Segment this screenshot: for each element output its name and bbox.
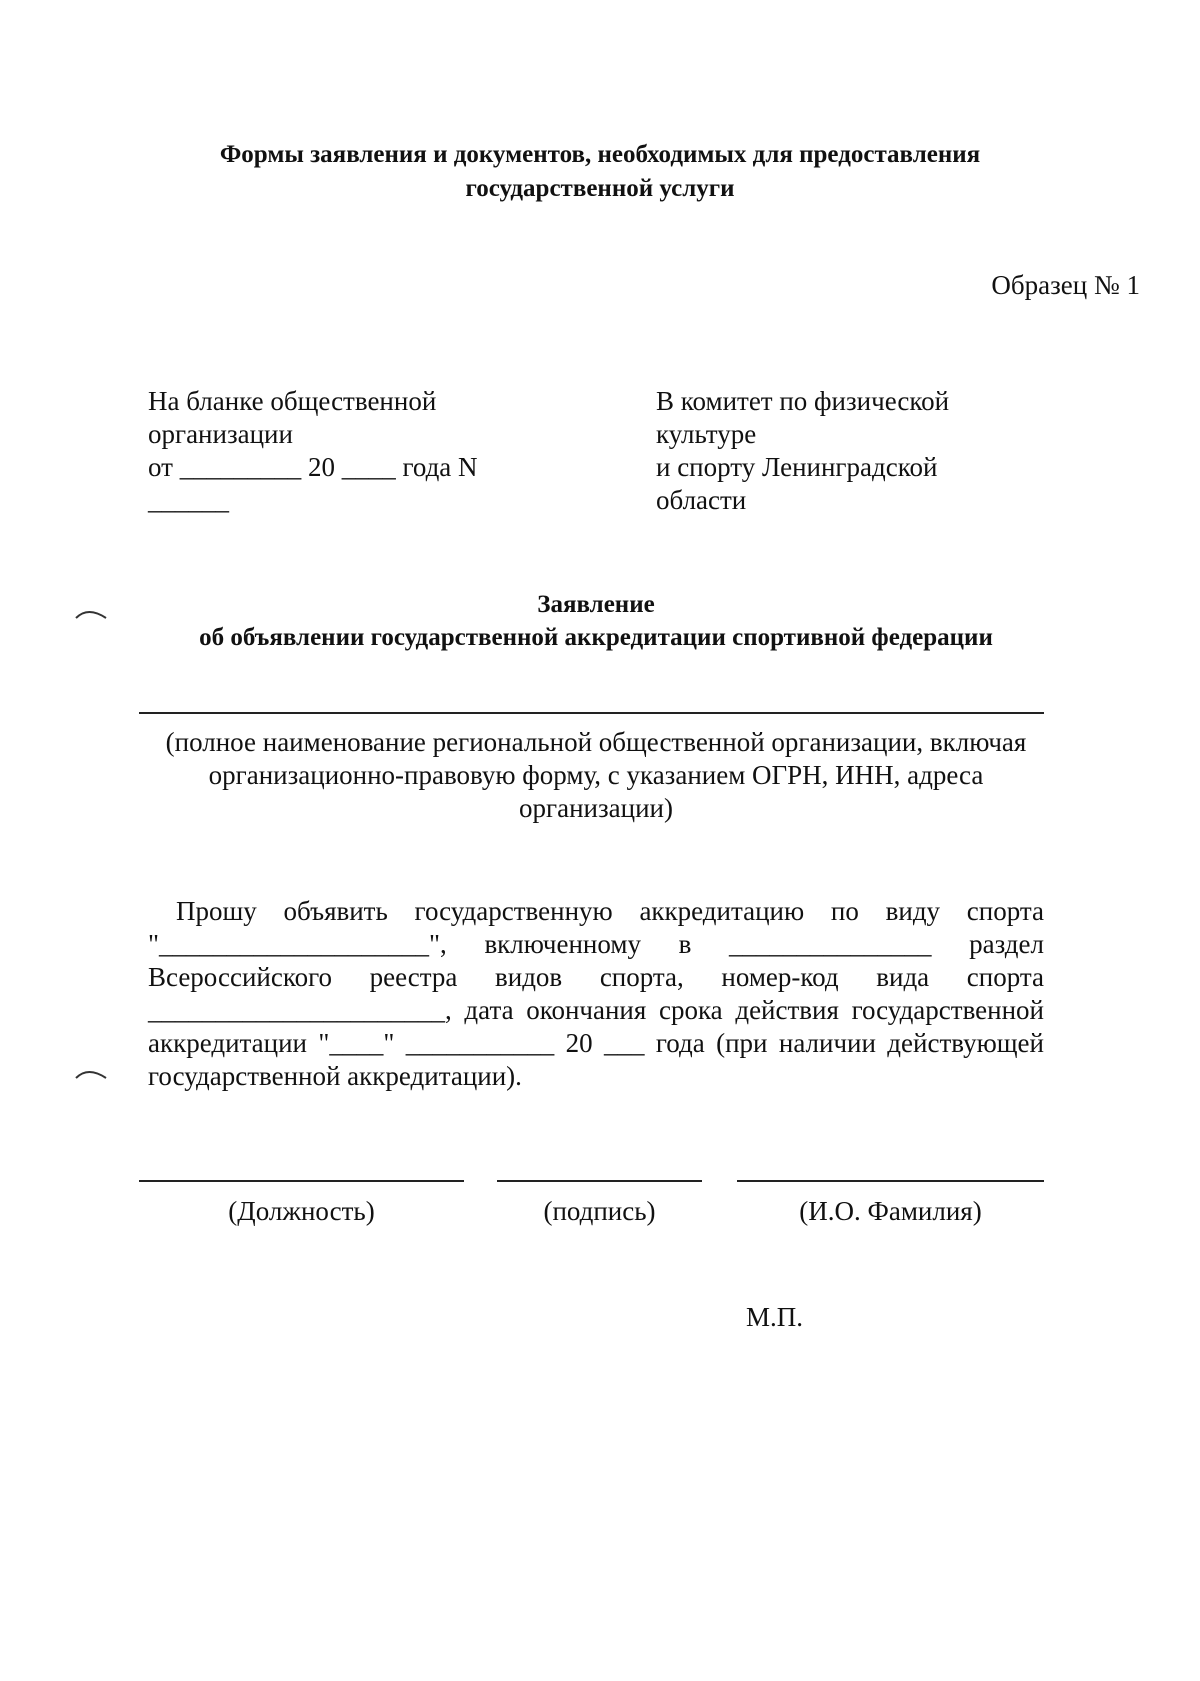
scan-artifact-mark bbox=[74, 606, 110, 626]
full-name-line bbox=[737, 1180, 1044, 1182]
application-title-line1: Заявление bbox=[537, 591, 655, 618]
sender-block bbox=[148, 385, 548, 517]
recipient-line4: области bbox=[656, 485, 747, 515]
recipient-line1: В комитет по физической bbox=[656, 386, 950, 416]
application-title bbox=[148, 588, 1044, 654]
scan-artifact-mark bbox=[74, 1066, 110, 1086]
document-title-line2: государственной услуги bbox=[465, 175, 735, 202]
position-caption: (Должность) bbox=[228, 1196, 375, 1226]
full-name-caption: (И.О. Фамилия) bbox=[799, 1196, 982, 1226]
recipient-line2: культуре bbox=[656, 419, 757, 449]
stamp-placeholder: М.П. bbox=[746, 1302, 804, 1332]
document-title-line1: Формы заявления и документов, необходимых для предоставления bbox=[219, 141, 981, 168]
organization-name-line bbox=[139, 712, 1044, 714]
document-title bbox=[150, 138, 1050, 206]
application-body bbox=[148, 895, 1044, 1093]
recipient-line3: и спорту Ленинградской bbox=[656, 452, 938, 482]
sender-line3: от _________ 20 ____ года N bbox=[148, 452, 478, 482]
sender-line2: организации bbox=[148, 419, 293, 449]
application-title-line2: об объявлении государственной аккредитации спортивной федерации bbox=[199, 624, 993, 651]
organization-caption: (полное наименование региональной общественной организации, включая организационно-правовую форму, с указанием ОГРН, ИНН, адреса организации) bbox=[165, 727, 1027, 823]
position-line bbox=[139, 1180, 464, 1182]
recipient-block bbox=[656, 385, 1016, 517]
signature-line bbox=[497, 1180, 702, 1182]
sample-number: Образец № 1 bbox=[991, 270, 1140, 300]
signature-caption: (подпись) bbox=[543, 1196, 656, 1226]
sender-line4: ______ bbox=[148, 485, 229, 515]
application-body-text: Прошу объявить государственную аккредитацию по виду спорта "____________________", включенному в _______________ раздел Всероссийского реестра видов спорта, номер-код вида спорта ______________________, дата окончания срока действия государственной аккредитации "____" ___________ 20 ___ года (при наличии действующей государственной аккредитации). bbox=[148, 896, 1044, 1091]
sender-line1: На бланке общественной bbox=[148, 386, 437, 416]
